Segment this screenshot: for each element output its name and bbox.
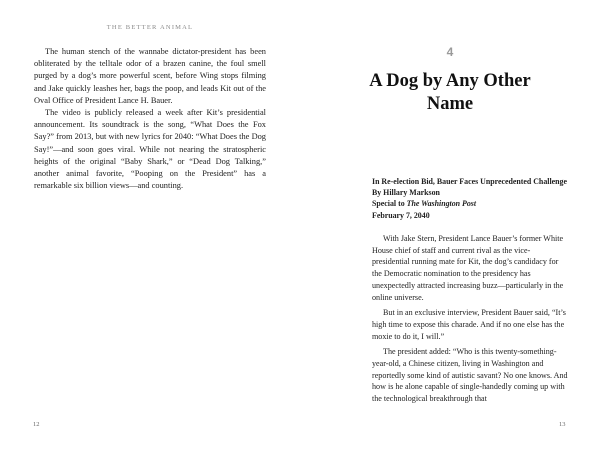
- article-credit: [372, 198, 568, 209]
- credit-prefix: Special to: [372, 199, 407, 209]
- chapter-number: 4: [446, 45, 454, 59]
- page-number: 13: [559, 421, 566, 428]
- article-paragraph: But in an exclusive interview, President Bauer said, “It’s high time to expose this charade. And if no one else has the moxie to do it, I will.”: [372, 308, 566, 341]
- page-number: 12: [33, 421, 40, 428]
- article-byline: By Hillary Markson: [372, 188, 440, 198]
- article-paragraph: The president added: “Who is this twenty-something-year-old, a Chinese citizen, living in Washington and reportedly some kind of autistic savant? No one knows. And how is he alone capable of single-handedly coming up with the technological breakthrough that: [372, 347, 568, 404]
- chapter-title: A Dog by Any Other Name: [369, 71, 531, 114]
- article-headline: In Re-election Bid, Bauer Faces Unprecedented Challenge: [372, 177, 567, 186]
- article-paragraph: With Jake Stern, President Lance Bauer’s former White House chief of staff and current rival as the vice-presidential running mate for Kit, the dog’s candidacy for the Democratic nomination to the presidency has unexpectedly attracted increasing buzz—particularly in the online universe.: [372, 234, 564, 302]
- publication-name: The Washington Post: [406, 199, 477, 209]
- body-paragraph: The human stench of the wannabe dictator-president has been obliterated by the telltale odor of a brazen canine, the foul smell purged by a dog’s more powerful scent, before Wing stops filming and Jake quickly leashes her, bags the poop, and leads Kit out of the Oval Office of President Lance H. Bauer.: [34, 47, 266, 105]
- article-body: [372, 233, 568, 409]
- right-page: [300, 0, 600, 450]
- running-head: THE BETTER ANIMAL: [106, 24, 194, 31]
- body-paragraph: The video is publicly released a week after Kit’s presidential announcement. Its soundtrack is the song, “What Does the Fox Say?” from 2013, but with new lyrics for 2040: “What Does the Dog Say!”—and soon goes viral. While not nearing the stratospheric heights of the original “Baby Shark,” or “Dead Dog Talking,” another animal favorite, “Pooping on the President” has a remarkable six billion views—and counting.: [34, 108, 266, 191]
- article-date: February 7, 2040: [372, 210, 430, 220]
- article-header: [372, 176, 568, 221]
- body-text: [34, 46, 266, 192]
